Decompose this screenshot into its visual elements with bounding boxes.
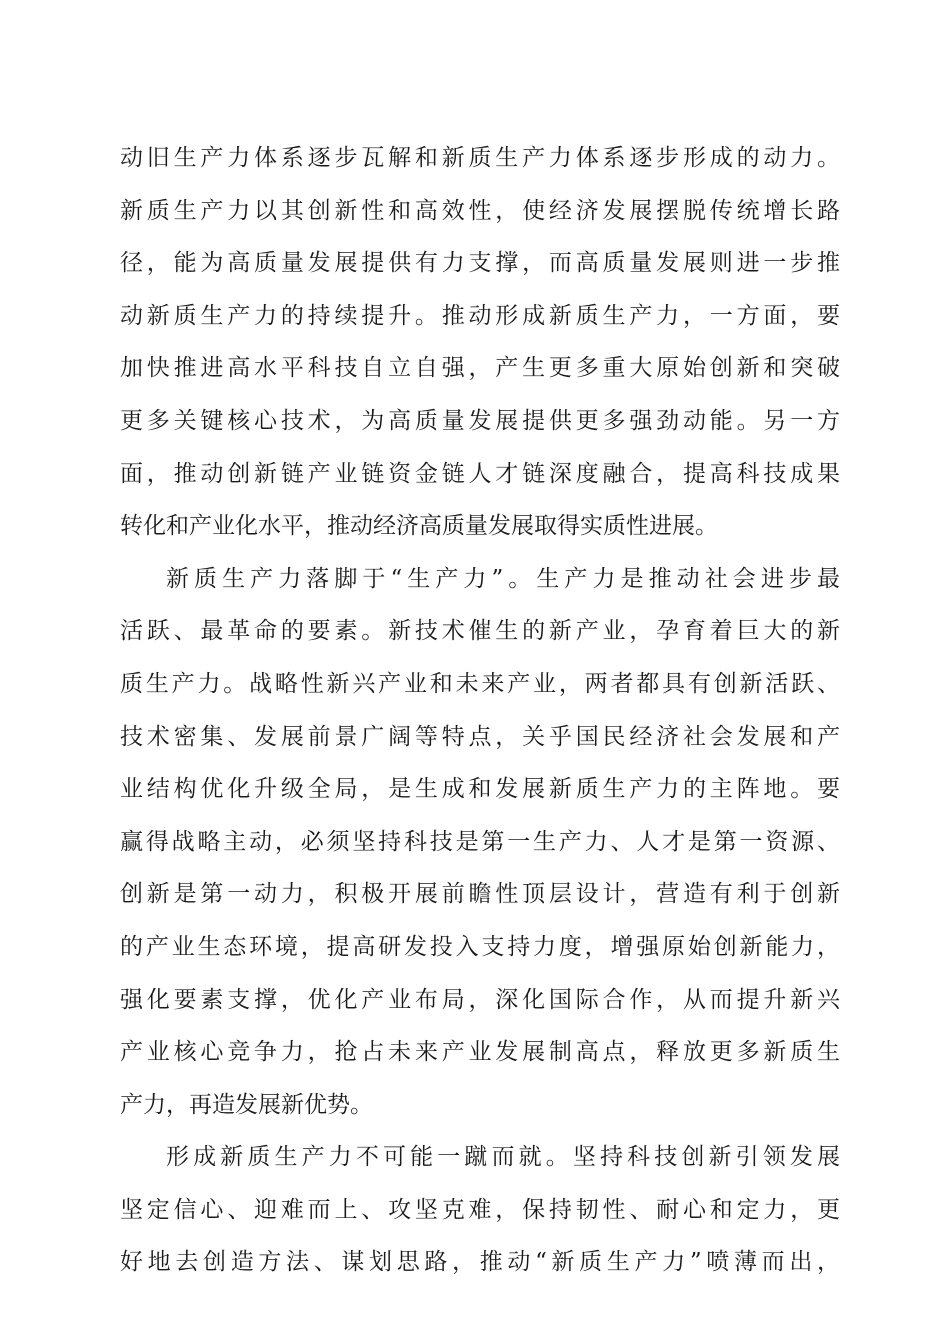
text-line: 径，能为高质量发展提供有力支撑，而高质量发展则进一步推 [120,250,840,277]
text-line: 产力，再造发展新优势。 [120,1091,373,1118]
text-line: 活跃、最革命的要素。新技术催生的新产业，孕育着巨大的新 [120,618,840,645]
text-line: 产业核心竞争力，抢占未来产业发展制高点，释放更多新质生 [120,1039,840,1066]
text-line: 新质生产力以其创新性和高效性，使经济发展摆脱传统增长路 [120,197,840,224]
text-line: 动旧生产力体系逐步瓦解和新质生产力体系逐步形成的动力。 [120,145,840,171]
text-line: 坚定信心、迎难而上、攻坚克难，保持韧性、耐心和定力，更 [120,1196,840,1223]
text-line: 转化和产业化水平，推动经济高质量发展取得实质性进展。 [120,513,718,540]
body-text [120,132,840,1289]
text-line: 更多关键核心技术，为高质量发展提供更多强劲动能。另一方 [120,407,840,434]
text-line: 创新是第一动力，积极开展前瞻性顶层设计，营造有利于创新 [120,881,840,908]
text-line: 的产业生态环境，提高研发投入支持力度，增强原始创新能力， [120,933,840,960]
text-line: 加快推进高水平科技自立自强，产生更多重大原始创新和突破 [120,355,840,382]
text-line: 动新质生产力的持续提升。推动形成新质生产力，一方面，要 [120,302,840,329]
text-line: 强化要素支撑，优化产业布局，深化国际合作，从而提升新兴 [120,986,840,1013]
text-line: 质生产力。战略性新兴产业和未来产业，两者都具有创新活跃、 [120,670,840,697]
text-line: 面，推动创新链产业链资金链人才链深度融合，提高科技成果 [120,460,840,487]
text-line: 业结构优化升级全局，是生成和发展新质生产力的主阵地。要 [120,776,840,803]
text-line: 形成新质生产力不可能一蹴而就。坚持科技创新引领发展 [166,1144,840,1171]
text-line: 赢得战略主动，必须坚持科技是第一生产力、人才是第一资源、 [120,828,840,855]
text-line: 技术密集、发展前景广阔等特点，关乎国民经济社会发展和产 [120,723,840,750]
text-line: 新质生产力落脚于“生产力”。生产力是推动社会进步最 [166,565,840,592]
text-line: 好地去创造方法、谋划思路，推动“新质生产力”喷薄而出， [120,1249,840,1276]
